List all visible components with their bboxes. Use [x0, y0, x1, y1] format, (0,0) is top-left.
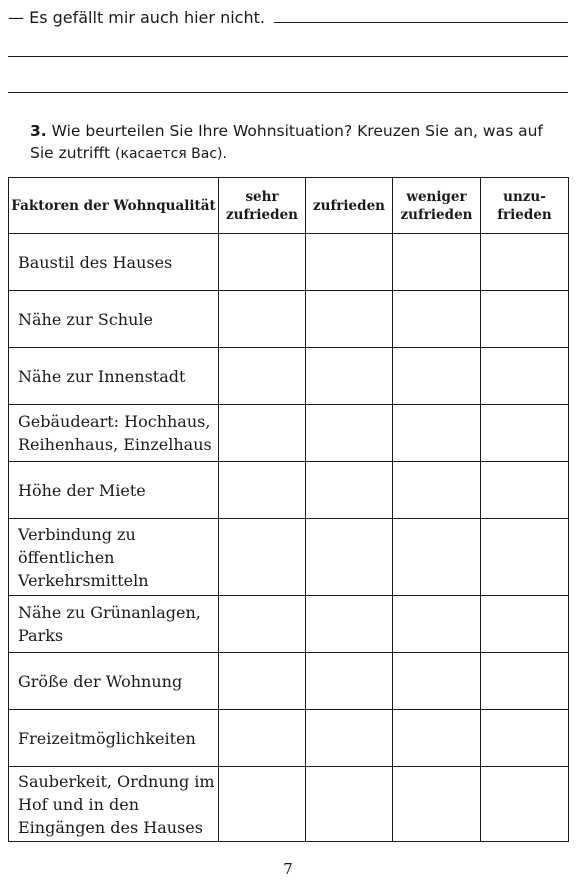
rating-checkbox-cell[interactable] [219, 710, 306, 767]
rating-checkbox-cell[interactable] [306, 767, 393, 842]
table-row [9, 462, 569, 519]
rating-checkbox-cell[interactable] [219, 519, 306, 596]
rating-checkbox-cell[interactable] [306, 462, 393, 519]
table-row [9, 519, 569, 596]
rating-checkbox-cell[interactable] [219, 596, 306, 653]
rating-checkbox-cell[interactable] [481, 653, 569, 710]
rating-checkbox-cell[interactable] [393, 710, 481, 767]
factor-label: Nähe zur Innenstadt [9, 348, 219, 405]
rating-checkbox-cell[interactable] [393, 653, 481, 710]
factor-label: Baustil des Hauses [9, 234, 219, 291]
rating-checkbox-cell[interactable] [219, 348, 306, 405]
table-row [9, 596, 569, 653]
rating-checkbox-cell[interactable] [481, 462, 569, 519]
answer-line-1 [8, 4, 568, 34]
rating-checkbox-cell[interactable] [393, 519, 481, 596]
table-row [9, 348, 569, 405]
rating-checkbox-cell[interactable] [481, 405, 569, 462]
header-weniger-zufrieden: weniger zufrieden [393, 178, 481, 234]
rating-checkbox-cell[interactable] [481, 710, 569, 767]
task-question: Wie beurteilen Sie Ihre Wohnsituation? Kreuzen Sie an, was auf Sie zutrifft [30, 122, 543, 162]
table-row [9, 291, 569, 348]
factor-label: Sauberkeit, Ordnung im Hof und in den Eingängen des Hauses [9, 767, 219, 842]
answer-blank-line-3[interactable] [8, 74, 568, 93]
table-header-row [9, 178, 569, 234]
table-row [9, 653, 569, 710]
rating-checkbox-cell[interactable] [393, 291, 481, 348]
table-row [9, 405, 569, 462]
rating-checkbox-cell[interactable] [481, 291, 569, 348]
rating-checkbox-cell[interactable] [219, 405, 306, 462]
factor-label: Verbindung zu öffentlichen Verkehrsmitteln [9, 519, 219, 596]
rating-table [8, 177, 569, 842]
table-row [9, 234, 569, 291]
rating-checkbox-cell[interactable] [306, 405, 393, 462]
header-factor-label: Faktoren der Wohnqualität [11, 197, 216, 214]
rating-checkbox-cell[interactable] [393, 348, 481, 405]
rating-checkbox-cell[interactable] [219, 462, 306, 519]
rating-checkbox-cell[interactable] [306, 596, 393, 653]
dialogue-line-text: — Es gefällt mir auch hier nicht. [8, 8, 265, 27]
header-sehr-zufrieden: sehr zufrieden [219, 178, 306, 234]
rating-checkbox-cell[interactable] [481, 234, 569, 291]
rating-checkbox-cell[interactable] [219, 291, 306, 348]
rating-checkbox-cell[interactable] [306, 710, 393, 767]
rating-checkbox-cell[interactable] [306, 234, 393, 291]
rating-checkbox-cell[interactable] [393, 462, 481, 519]
factor-label: Gebäudeart: Hochhaus, Reihenhaus, Einzelhaus [9, 405, 219, 462]
task-translation: (касается Вас). [115, 146, 227, 162]
rating-checkbox-cell[interactable] [306, 519, 393, 596]
factor-label: Nähe zur Schule [9, 291, 219, 348]
answer-blank[interactable] [274, 4, 568, 23]
table-row [9, 710, 569, 767]
task-3 [30, 120, 570, 165]
rating-checkbox-cell[interactable] [481, 596, 569, 653]
rating-checkbox-cell[interactable] [393, 405, 481, 462]
rating-checkbox-cell[interactable] [393, 234, 481, 291]
rating-checkbox-cell[interactable] [219, 653, 306, 710]
rating-checkbox-cell[interactable] [481, 519, 569, 596]
rating-checkbox-cell[interactable] [306, 653, 393, 710]
header-zufrieden: zufrieden [306, 178, 393, 234]
rating-checkbox-cell[interactable] [306, 348, 393, 405]
factor-label: Größe der Wohnung [9, 653, 219, 710]
rating-checkbox-cell[interactable] [306, 291, 393, 348]
factor-label: Höhe der Miete [9, 462, 219, 519]
rating-checkbox-cell[interactable] [219, 234, 306, 291]
rating-checkbox-cell[interactable] [393, 767, 481, 842]
page-number: 7 [283, 860, 293, 878]
header-factor [9, 178, 219, 234]
factor-label: Freizeitmöglichkeiten [9, 710, 219, 767]
answer-blank-line-2[interactable] [8, 38, 568, 57]
rating-checkbox-cell[interactable] [393, 596, 481, 653]
header-unzufrieden: unzu- frieden [481, 178, 569, 234]
rating-checkbox-cell[interactable] [481, 348, 569, 405]
table-row [9, 767, 569, 842]
task-number: 3. [30, 122, 47, 140]
rating-checkbox-cell[interactable] [481, 767, 569, 842]
factor-label: Nähe zu Grünanlagen, Parks [9, 596, 219, 653]
rating-checkbox-cell[interactable] [219, 767, 306, 842]
